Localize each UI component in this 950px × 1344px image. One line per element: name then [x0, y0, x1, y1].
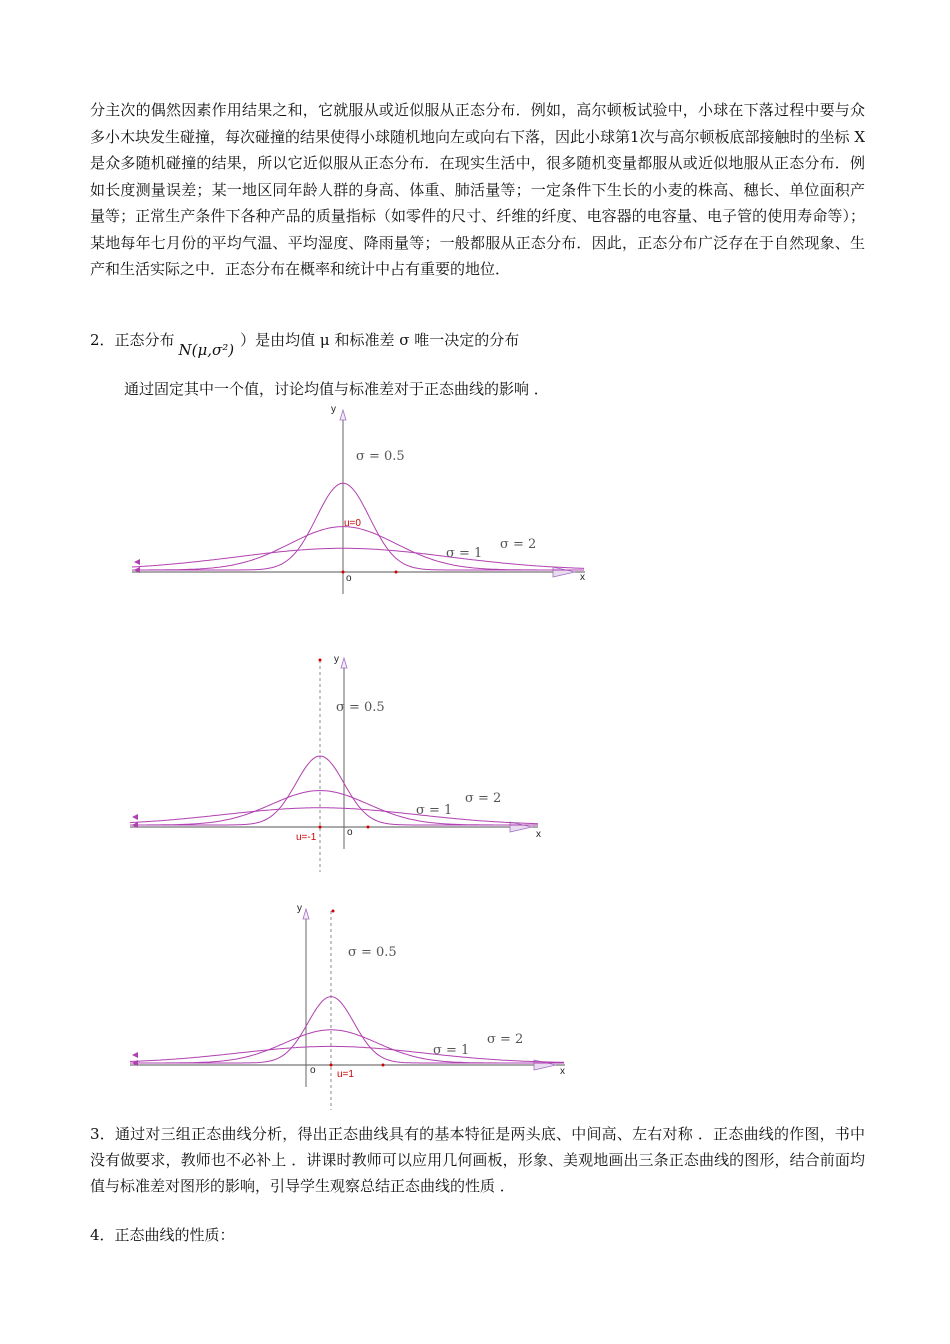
axis-dot [330, 1064, 333, 1067]
normal-formula: N(μ,σ²) [178, 341, 235, 359]
sigma-label: σ = 1 [446, 546, 483, 561]
mean-label: u=0 [344, 518, 361, 529]
mean-label: u=-1 [296, 832, 317, 843]
axis-dot [367, 826, 370, 829]
origin-label: o [346, 573, 352, 584]
point-2-text: ）是由均值 μ 和标准差 σ 唯一决定的分布 [240, 331, 520, 349]
normal-curves-figure-mu0 [0, 398, 950, 598]
axis-dot [382, 1064, 385, 1067]
mean-label: u=1 [337, 1069, 354, 1080]
axis-dot [395, 571, 398, 574]
x-axis-label: x [560, 1066, 565, 1077]
normal-curves-figure-mu-neg1 [0, 646, 950, 876]
paragraph-point-3: 3．通过对三组正态曲线分析，得出正态曲线具有的基本特征是两头底、中间高、左右对称 ．正态曲线的作图，书中没有做要求，教师也不必补上 ．讲课时教师可以应用几何画板，形象、美观地画出三条正态曲线的图形，结合前面均值与标准差对图形的影响，引导学生观察总结正态曲线的性质 ． [90, 1125, 865, 1195]
axis-dot [342, 571, 345, 574]
x-axis-label: x [536, 829, 541, 840]
curve-sigma-2 [130, 808, 538, 824]
y-axis-arrow-icon [303, 909, 309, 919]
curve-tail-arrow-icon [134, 559, 140, 565]
curve-tail-arrow-icon [132, 814, 138, 820]
y-axis-arrow-icon [340, 410, 346, 420]
paragraph-normal-distribution-intro: 分主次的偶然因素作用结果之和，它就服从或近似服从正态分布．例如，高尔顿板试验中，小球在下落过程中要与众多小木块发生碰撞，每次碰撞的结果使得小球随机地向左或向右下落，因此小球第1次与高尔顿板底部接触时的坐标 X 是众多随机碰撞的结果，所以它近似服从正态分布．在现实生活中，很多随机变量都服从或近似地服从正态分布．例如长度测量误差；某一地区同年龄人群的身高、体重、肺活量等；一定条件下生长的小麦的株高、穗长、单位面积产量等；正常生产条件下各种产品的质量指标（如零件的尺寸、纤维的纤度、电容器的电容量、电子管的使用寿命等）；某地每年七月份的平均气温、平均湿度、降雨量等；一般都服从正态分布．因此，正态分布广泛存在于自然现象、生产和生活实际之中．正态分布在概率和统计中占有重要的地位． [90, 101, 865, 278]
point-2-label: 2．正态分布 [90, 331, 175, 349]
x-axis-label: x [580, 572, 585, 583]
origin-label: o [347, 827, 353, 838]
y-axis-label: y [331, 404, 336, 415]
x-axis-arrow-icon [553, 567, 575, 577]
y-axis-label: y [334, 654, 339, 665]
paragraph-fix-one-value: 通过固定其中一个值，讨论均值与标准差对于正态曲线的影响 ． [124, 380, 549, 398]
sigma-label: σ = 2 [487, 1032, 524, 1047]
sigma-label: σ = 1 [416, 803, 453, 818]
normal-curves-figure-mu1 [0, 897, 950, 1117]
sigma-label: σ = 0.5 [336, 700, 385, 715]
y-axis-arrow-icon [341, 658, 347, 668]
paragraph-point-4: 4．正态曲线的性质： [90, 1226, 235, 1244]
curve-sigma-0-5 [130, 997, 564, 1063]
sigma-label: σ = 2 [500, 537, 537, 552]
curve-sigma-2 [130, 1046, 564, 1062]
sigma-label: σ = 2 [465, 791, 502, 806]
sigma-label: σ = 0.5 [348, 945, 397, 960]
paragraph-point-2 [90, 327, 865, 359]
y-axis-label: y [297, 903, 302, 914]
mean-top-dot [332, 910, 335, 913]
origin-label: o [310, 1065, 316, 1076]
curve-tail-arrow-icon [132, 1052, 138, 1058]
axis-dot [319, 826, 322, 829]
mean-top-dot [319, 659, 322, 662]
sigma-label: σ = 1 [433, 1043, 470, 1058]
sigma-label: σ = 0.5 [356, 449, 405, 464]
